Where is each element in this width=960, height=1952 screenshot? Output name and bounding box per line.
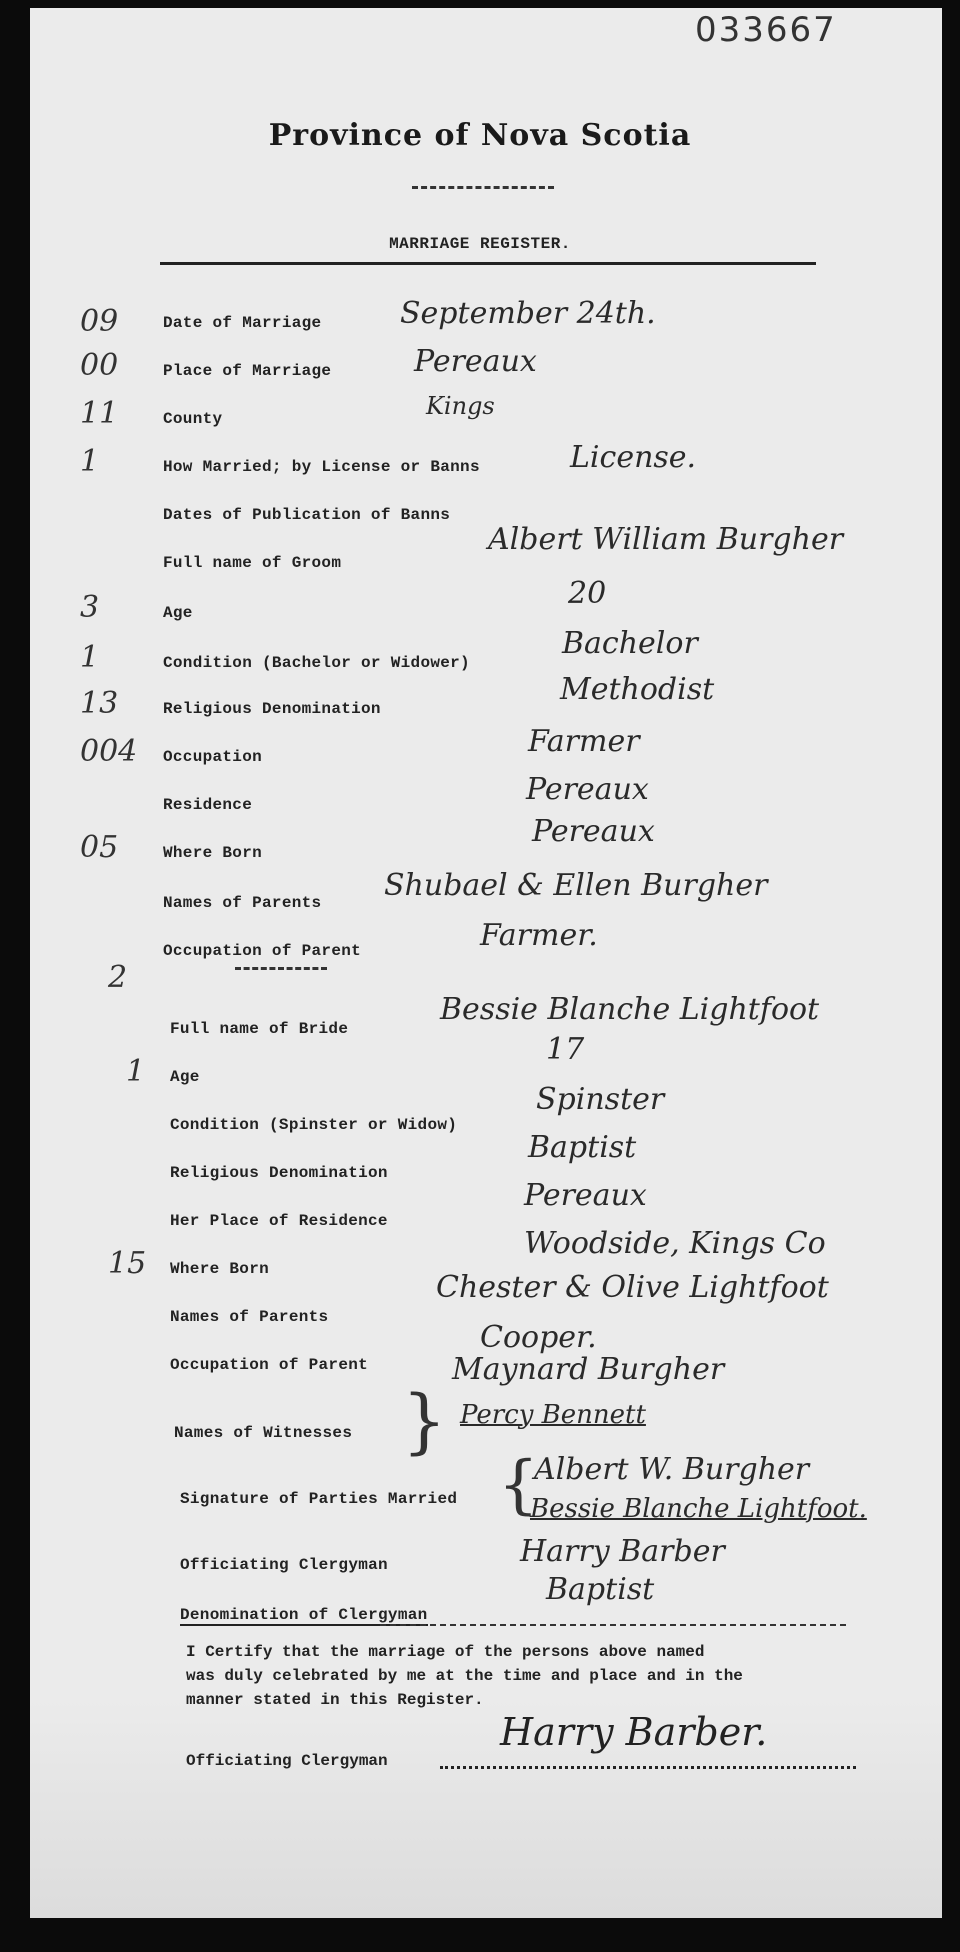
field-groom-name xyxy=(0,522,960,588)
field-clergy-denomination xyxy=(0,1572,960,1640)
field-label: Date of Marriage xyxy=(163,314,322,332)
field-code: 11 xyxy=(80,396,119,431)
field-value: 17 xyxy=(546,1032,585,1067)
field-value: Pereaux xyxy=(414,344,537,379)
paper-shadow xyxy=(30,1700,942,1918)
header-rule xyxy=(160,262,816,265)
field-label: Signature of Parties Married xyxy=(180,1490,458,1508)
field-code: 00 xyxy=(80,348,119,383)
witness-name: Maynard Burgher xyxy=(452,1352,725,1387)
field-label: Occupation of Parent xyxy=(163,942,362,960)
field-label: Where Born xyxy=(170,1260,270,1278)
field-value: Baptist xyxy=(528,1130,637,1165)
witness-brace: } xyxy=(402,1380,447,1462)
field-code: 3 xyxy=(80,590,100,625)
field-label: Occupation of Parent xyxy=(170,1356,369,1374)
field-label: Condition (Spinster or Widow) xyxy=(170,1116,458,1134)
field-groom-occupation xyxy=(0,724,960,782)
field-value: Albert William Burgher xyxy=(488,522,844,557)
parties-brace: { xyxy=(498,1448,539,1522)
field-label: Officiating Clergyman xyxy=(180,1556,388,1574)
certification-text: I Certify that the marriage of the persons above named was duly celebrated by me at the time and place and in the manner stated in this Register. xyxy=(186,1643,743,1709)
signature-label: Officiating Clergyman xyxy=(186,1752,388,1770)
field-bride-religion xyxy=(0,1130,960,1198)
field-label: Dates of Publication of Banns xyxy=(163,506,451,524)
field-label: Residence xyxy=(163,796,253,814)
field-label: How Married; by License or Banns xyxy=(163,458,480,476)
field-label: Her Place of Residence xyxy=(170,1212,388,1230)
field-value: September 24th. xyxy=(400,296,656,331)
field-groom-residence xyxy=(0,772,960,830)
field-value: License. xyxy=(570,440,697,475)
denomination-dashed-line xyxy=(380,1624,846,1626)
field-groom-age xyxy=(0,576,960,638)
field-value: Baptist xyxy=(546,1572,655,1607)
field-value: 20 xyxy=(568,576,607,611)
field-label: County xyxy=(163,410,223,428)
field-label: Occupation xyxy=(163,748,263,766)
field-code: 1 xyxy=(80,640,100,675)
field-label: Names of Parents xyxy=(163,894,322,912)
field-value: Methodist xyxy=(560,672,715,707)
field-value: Kings xyxy=(426,392,495,420)
field-county xyxy=(0,392,960,444)
serial-number: 033667 xyxy=(695,10,837,50)
field-code: 004 xyxy=(80,734,138,769)
field-code: 09 xyxy=(80,304,119,339)
party-signature: Bessie Blanche Lightfoot. xyxy=(530,1494,867,1524)
section-code: 2 xyxy=(108,960,128,995)
field-label: Place of Marriage xyxy=(163,362,332,380)
field-value: Pereaux xyxy=(532,814,655,849)
field-date-of-marriage xyxy=(0,296,960,348)
field-label: Condition (Bachelor or Widower) xyxy=(163,654,470,672)
field-label: Full name of Bride xyxy=(170,1020,349,1038)
field-value: Farmer xyxy=(528,724,640,759)
field-code: 1 xyxy=(80,444,100,479)
field-code: 13 xyxy=(80,686,119,721)
field-value: Pereaux xyxy=(526,772,649,807)
field-parties-signature xyxy=(0,1448,960,1524)
field-value: Harry Barber xyxy=(520,1534,725,1569)
clergyman-signature: Harry Barber. xyxy=(500,1710,768,1754)
field-code: 15 xyxy=(108,1246,147,1281)
signature-dotted-line xyxy=(440,1756,856,1769)
field-groom-religion xyxy=(0,672,960,734)
field-value: Spinster xyxy=(536,1082,665,1117)
field-value: Farmer. xyxy=(480,918,598,953)
field-value: Cooper. xyxy=(480,1320,597,1355)
field-value: Shubael & Ellen Burgher xyxy=(384,868,768,903)
form-title: Province of Nova Scotia xyxy=(268,118,692,153)
field-label: Denomination of Clergyman xyxy=(180,1606,428,1624)
section-divider xyxy=(235,967,327,970)
field-bride-age xyxy=(0,1032,960,1102)
field-how-married xyxy=(0,440,960,492)
field-label: Where Born xyxy=(163,844,263,862)
field-label: Religious Denomination xyxy=(170,1164,388,1182)
field-code: 05 xyxy=(80,830,119,865)
field-clergyman xyxy=(0,1534,960,1590)
field-label: Full name of Groom xyxy=(163,554,342,572)
field-groom-condition xyxy=(0,626,960,688)
field-value: Pereaux xyxy=(524,1178,647,1213)
field-label: Age xyxy=(170,1068,200,1086)
field-bride-condition xyxy=(0,1082,960,1150)
field-value: Woodside, Kings Co xyxy=(524,1226,826,1261)
field-label: Names of Witnesses xyxy=(174,1424,353,1442)
field-place-of-marriage xyxy=(0,344,960,396)
field-bride-name xyxy=(0,992,960,1054)
witness-name: Percy Bennett xyxy=(460,1400,646,1430)
field-label: Religious Denomination xyxy=(163,700,381,718)
field-label: Names of Parents xyxy=(170,1308,329,1326)
field-code: 1 xyxy=(126,1054,146,1089)
field-value: Chester & Olive Lightfoot xyxy=(436,1270,829,1305)
field-label: Age xyxy=(163,604,193,622)
title-divider xyxy=(412,186,554,189)
form-subtitle: MARRIAGE REGISTER. xyxy=(389,235,571,253)
field-value: Bachelor xyxy=(562,626,698,661)
party-signature: Albert W. Burgher xyxy=(534,1452,810,1487)
field-value: Bessie Blanche Lightfoot xyxy=(440,992,820,1027)
